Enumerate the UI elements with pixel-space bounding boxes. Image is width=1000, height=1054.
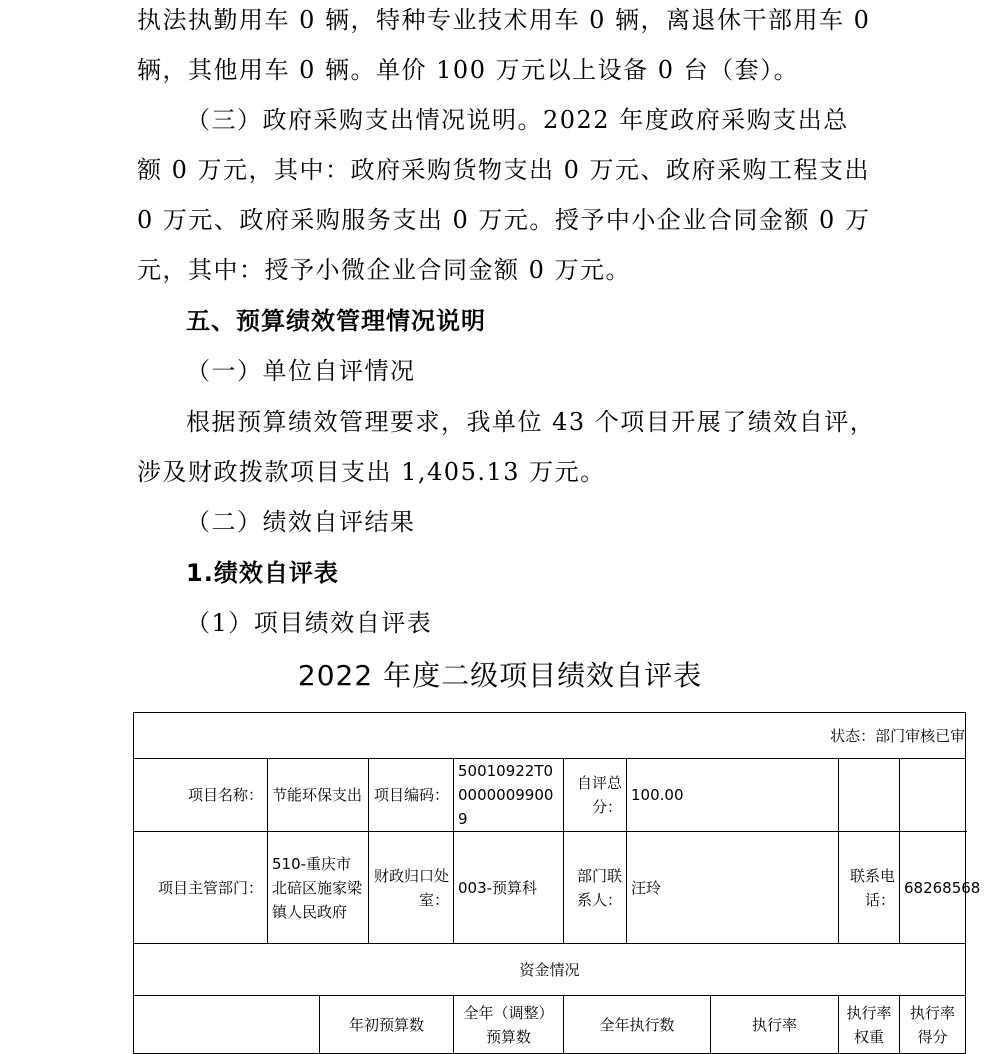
empty-cell [134, 996, 320, 1054]
status-label: 状态：部门审核已审 [134, 713, 966, 759]
subheading: 1.绩效自评表 [186, 559, 339, 587]
paragraph-line: 0 万元、政府采购服务支出 0 万元。授予中小企业合同金额 0 万 [137, 206, 871, 234]
self-score-label: 自评总分： [564, 759, 627, 832]
funds-header: 资金情况 [134, 944, 966, 996]
project-name-value: 节能环保支出 [268, 759, 369, 832]
col-exec-weight: 执行率权重 [839, 996, 900, 1054]
col-executed: 全年执行数 [564, 996, 711, 1054]
section-heading: 五、预算绩效管理情况说明 [186, 307, 486, 335]
empty-cell [900, 759, 966, 832]
paragraph-line: 涉及财政拨款项目支出 1,405.13 万元。 [137, 458, 606, 486]
col-initial-budget: 年初预算数 [320, 996, 454, 1054]
paragraph-line: 根据预算绩效管理要求，我单位 43 个项目开展了绩效自评， [186, 408, 876, 436]
paragraph-line: （三）政府采购支出情况说明。2022 年度政府采购支出总 [186, 106, 849, 134]
phone-value: 68268568 [900, 832, 966, 944]
table-title: 2022 年度二级项目绩效自评表 [297, 659, 703, 692]
finance-office-value: 003-预算科 [454, 832, 564, 944]
contact-value: 汪玲 [627, 832, 839, 944]
col-adjusted-budget: 全年（调整）预算数 [454, 996, 564, 1054]
project-name-label: 项目名称： [134, 759, 268, 832]
evaluation-table [133, 712, 981, 1054]
subheading: （1）项目绩效自评表 [186, 609, 433, 637]
paragraph-line: 辆，其他用车 0 辆。单价 100 万元以上设备 0 台（套）。 [137, 56, 800, 84]
project-code-label: 项目编码： [369, 759, 454, 832]
project-code-value: 50010922T000000099009 [454, 759, 564, 832]
paragraph-line: 执法执勤用车 0 辆，特种专业技术用车 0 辆，离退休干部用车 0 [137, 6, 871, 34]
paragraph-line: 额 0 万元，其中：政府采购货物支出 0 万元、政府采购工程支出 [137, 156, 871, 184]
dept-value: 510-重庆市北碚区施家梁镇人民政府 [268, 832, 369, 944]
subsection-heading: （一）单位自评情况 [186, 357, 416, 385]
phone-label: 联系电话： [839, 832, 900, 944]
subsection-heading: （二）绩效自评结果 [186, 508, 416, 536]
finance-office-label: 财政归口处室： [369, 832, 454, 944]
col-exec-rate: 执行率 [711, 996, 839, 1054]
empty-cell [839, 759, 900, 832]
self-score-value: 100.00 [627, 759, 839, 832]
dept-label: 项目主管部门： [134, 832, 268, 944]
paragraph-line: 元，其中：授予小微企业合同金额 0 万元。 [137, 256, 632, 284]
contact-label: 部门联系人： [564, 832, 627, 944]
col-exec-score: 执行率得分 [900, 996, 966, 1054]
